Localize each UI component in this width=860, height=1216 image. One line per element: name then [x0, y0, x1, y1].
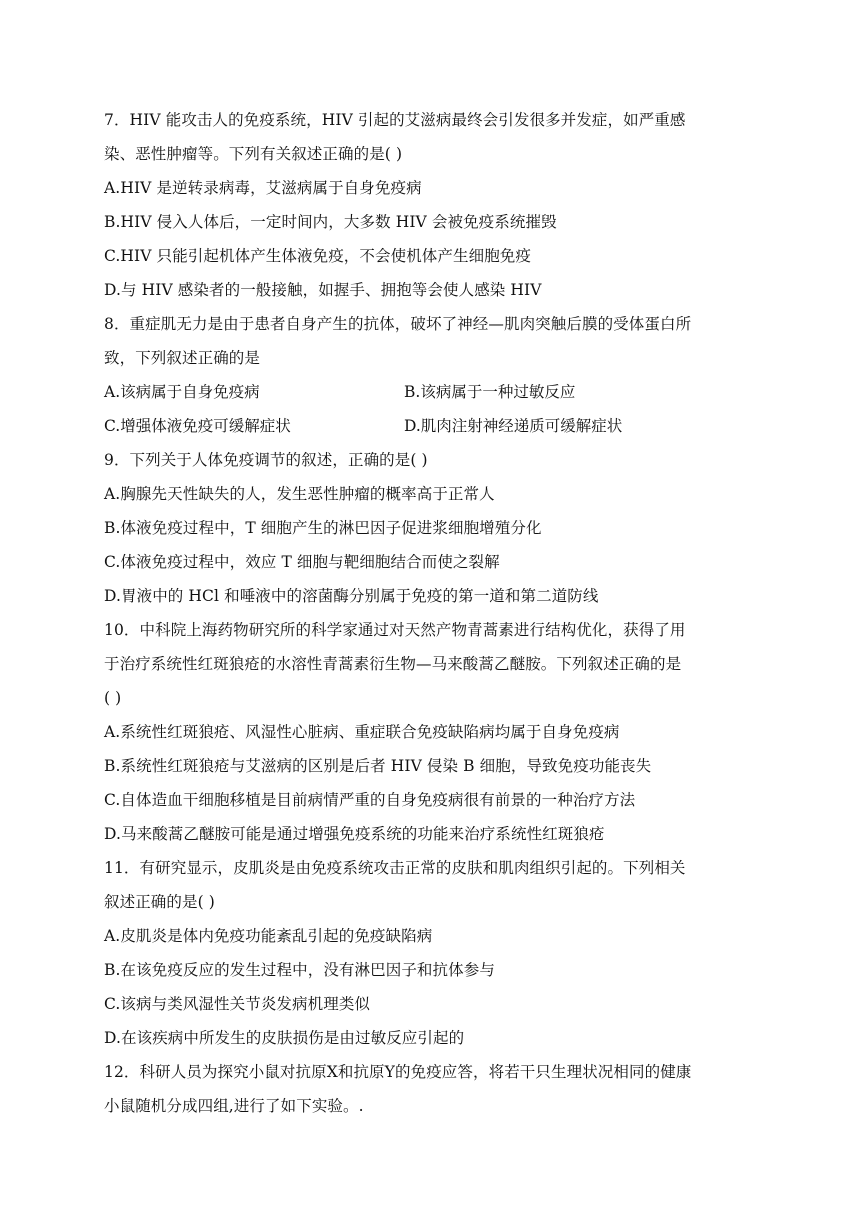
- q7-option-b: B.HIV 侵入人体后，一定时间内，大多数 HIV 会被免疫系统摧毁: [104, 213, 557, 231]
- q10-option-b: B.系统性红斑狼疮与艾滋病的区别是后者 HIV 侵染 B 细胞，导致免疫功能丧失: [104, 757, 652, 775]
- q9-option-a: A.胸腺先天性缺失的人，发生恶性肿瘤的概率高于正常人: [104, 485, 495, 503]
- q9-option-d: D.胃液中的 HCl 和唾液中的溶菌酶分别属于免疫的第一道和第二道防线: [104, 587, 599, 605]
- q12-stem-line2: 小鼠随机分成四组,进行了如下实验。.: [104, 1097, 364, 1115]
- q8-stem-line1: 8．重症肌无力是由于患者自身产生的抗体，破坏了神经—肌肉突触后膜的受体蛋白所: [104, 315, 692, 333]
- q8-option-d: D.肌肉注射神经递质可缓解症状: [404, 417, 623, 435]
- q8-option-a: A.该病属于自身免疫病: [104, 383, 260, 401]
- q11-stem-line2: 叙述正确的是( ): [104, 893, 215, 911]
- q11-option-c: C.该病与类风湿性关节炎发病机理类似: [104, 995, 371, 1013]
- q10-option-a: A.系统性红斑狼疮、风湿性心脏病、重症联合免疫缺陷病均属于自身免疫病: [104, 723, 620, 741]
- q9-option-c: C.体液免疫过程中，效应 T 细胞与靶细胞结合而使之裂解: [104, 553, 500, 571]
- q9-stem-line1: 9．下列关于人体免疫调节的叙述，正确的是( ): [104, 451, 428, 469]
- q7-option-c: C.HIV 只能引起机体产生体液免疫，不会使机体产生细胞免疫: [104, 247, 531, 265]
- q7-stem-line1: 7．HIV 能攻击人的免疫系统，HIV 引起的艾滋病最终会引发很多并发症，如严重感: [104, 111, 686, 129]
- q7-option-d: D.与 HIV 感染者的一般接触，如握手、拥抱等会使人感染 HIV: [104, 281, 542, 299]
- q12-stem-line1: 12．科研人员为探究小鼠对抗原X和抗原Y的免疫应答，将若干只生理状况相同的健康: [104, 1063, 692, 1081]
- q10-stem-line3: ( ): [104, 689, 122, 707]
- q9-option-b: B.体液免疫过程中，T 细胞产生的淋巴因子促进浆细胞增殖分化: [104, 519, 542, 537]
- q8-options-row2: [104, 409, 764, 443]
- q7-option-a: A.HIV 是逆转录病毒，艾滋病属于自身免疫病: [104, 179, 422, 197]
- q11-stem-line1: 11．有研究显示，皮肌炎是由免疫系统攻击正常的皮肤和肌肉组织引起的。下列相关: [104, 859, 686, 877]
- q8-stem-line2: 致，下列叙述正确的是: [104, 349, 261, 367]
- q8-option-b: B.该病属于一种过敏反应: [404, 383, 576, 401]
- q10-option-c: C.自体造血干细胞移植是目前病情严重的自身免疫病很有前景的一种治疗方法: [104, 791, 636, 809]
- q11-option-d: D.在该疾病中所发生的皮肤损伤是由过敏反应引起的: [104, 1029, 465, 1047]
- q8-option-c: C.增强体液免疫可缓解症状: [104, 417, 291, 435]
- q11-option-b: B.在该免疫反应的发生过程中，没有淋巴因子和抗体参与: [104, 961, 495, 979]
- q11-option-a: A.皮肌炎是体内免疫功能紊乱引起的免疫缺陷病: [104, 927, 433, 945]
- q10-stem-line1: 10．中科院上海药物研究所的科学家通过对天然产物青蒿素进行结构优化，获得了用: [104, 621, 686, 639]
- question-list: [104, 103, 764, 1123]
- q10-option-d: D.马来酸蒿乙醚胺可能是通过增强免疫系统的功能来治疗系统性红斑狼疮: [104, 825, 605, 843]
- q8-options-row1: [104, 375, 764, 409]
- q10-stem-line2: 于治疗系统性红斑狼疮的水溶性青蒿素衍生物—马来酸蒿乙醚胺。下列叙述正确的是: [104, 655, 682, 673]
- q7-stem-line2: 染、恶性肿瘤等。下列有关叙述正确的是( ): [104, 145, 403, 163]
